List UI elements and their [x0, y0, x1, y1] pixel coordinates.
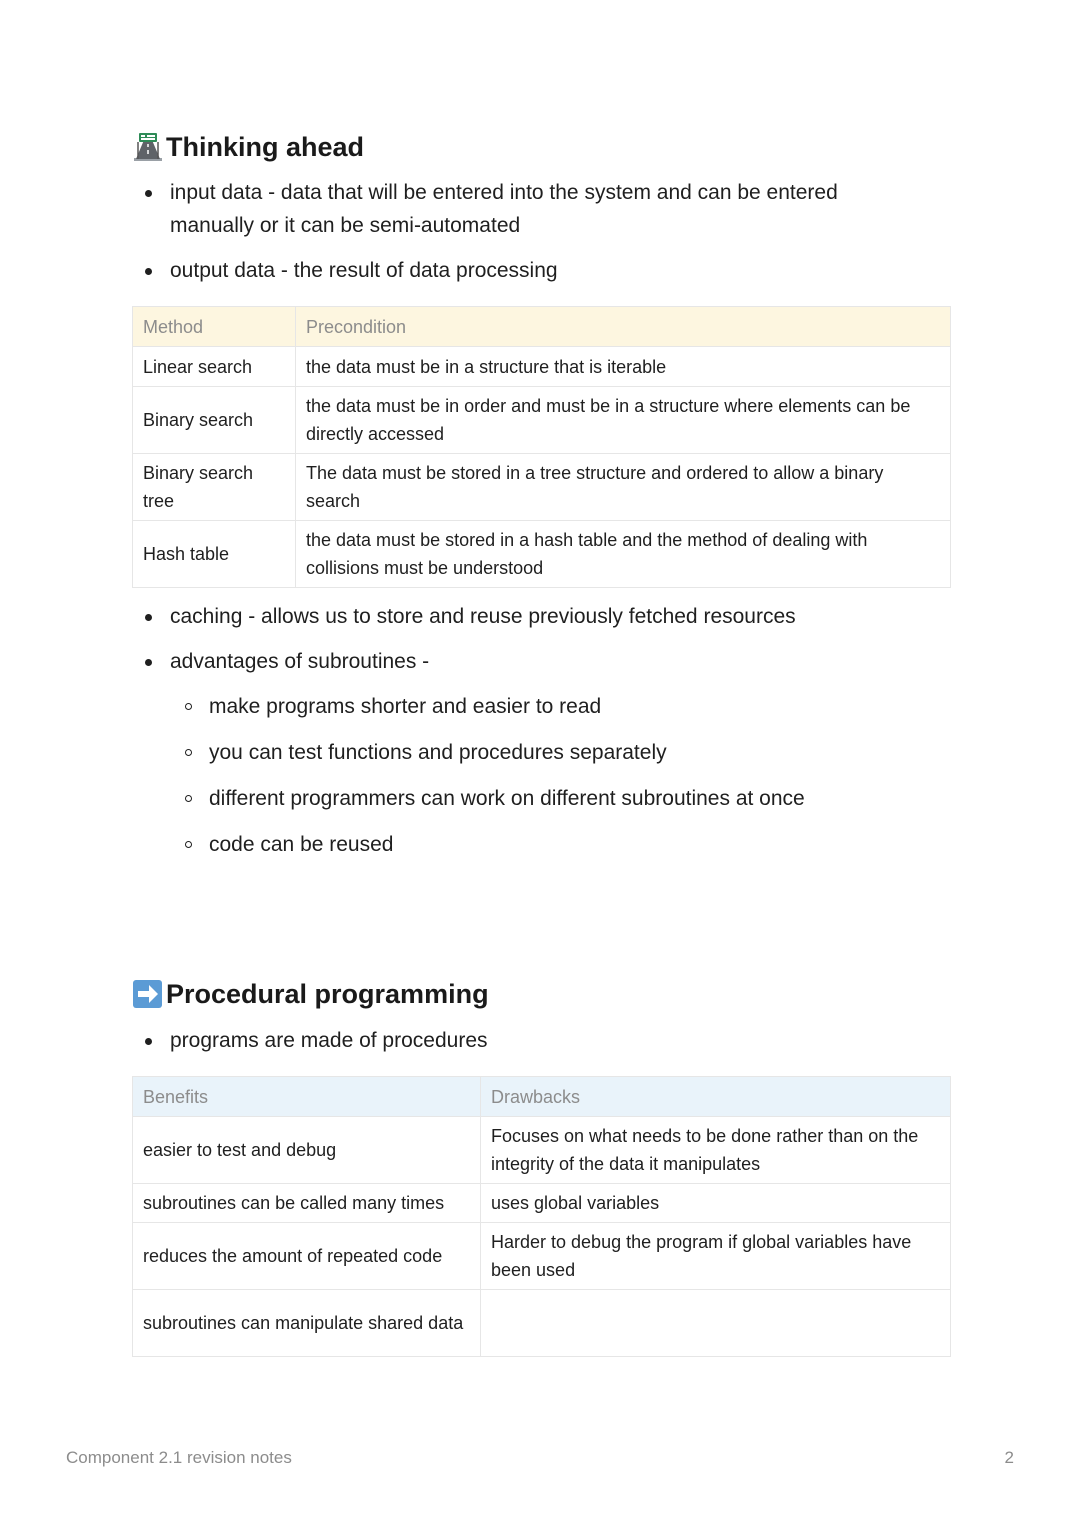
- drawback-cell: Harder to debug the program if global variables have been used: [481, 1223, 951, 1290]
- method-precondition-table: [132, 306, 951, 588]
- table-row: [133, 1117, 951, 1184]
- precondition-cell: the data must be stored in a hash table and the method of dealing with collisions must be understood: [296, 521, 951, 588]
- table-header-row: [133, 1077, 951, 1117]
- thinking-bullets-2: [132, 600, 950, 861]
- table-row: [133, 454, 951, 521]
- thinking-ahead-title: Thinking ahead: [166, 132, 365, 162]
- bullet-input-data: input data - data that will be entered into the system and can be entered manually or it can be semi-automated: [132, 176, 950, 242]
- method-cell: Linear search: [133, 347, 296, 387]
- benefit-cell: reduces the amount of repeated code: [133, 1223, 481, 1290]
- thinking-bullets: [132, 176, 950, 287]
- precondition-cell: The data must be stored in a tree structure and ordered to allow a binary search: [296, 454, 951, 521]
- benefit-cell: easier to test and debug: [133, 1117, 481, 1184]
- header-precondition: Precondition: [296, 307, 951, 347]
- header-benefits: Benefits: [133, 1077, 481, 1117]
- sub-bullet: different programmers can work on different subroutines at once: [132, 782, 950, 815]
- benefits-table-wrapper: [132, 1076, 950, 1357]
- drawback-cell: [481, 1290, 951, 1357]
- precondition-cell: the data must be in a structure that is iterable: [296, 347, 951, 387]
- road-sign-icon: [132, 132, 164, 162]
- table-row: [133, 1290, 951, 1357]
- method-cell: Binary search: [133, 387, 296, 454]
- procedural-section: [132, 978, 950, 1010]
- sub-bullet: make programs shorter and easier to read: [132, 690, 950, 723]
- header-method: Method: [133, 307, 296, 347]
- benefits-drawbacks-table: [132, 1076, 951, 1357]
- sub-bullet: you can test functions and procedures separately: [132, 736, 950, 769]
- table-header-row: [133, 307, 951, 347]
- table-row: [133, 387, 951, 454]
- table-row: [133, 347, 951, 387]
- thinking-ahead-section: [132, 131, 950, 163]
- precondition-cell: the data must be in order and must be in a structure where elements can be directly accessed: [296, 387, 951, 454]
- method-cell: Binary search tree: [133, 454, 296, 521]
- bullet-caching: caching - allows us to store and reuse previously fetched resources: [132, 600, 950, 633]
- method-table-wrapper: [132, 306, 950, 588]
- table-row: [133, 521, 951, 588]
- drawback-cell: uses global variables: [481, 1184, 951, 1223]
- benefit-cell: subroutines can manipulate shared data: [133, 1290, 481, 1357]
- benefit-cell: subroutines can be called many times: [133, 1184, 481, 1223]
- table-row: [133, 1184, 951, 1223]
- procedural-title: Procedural programming: [166, 979, 489, 1009]
- drawback-cell: Focuses on what needs to be done rather than on the integrity of the data it manipulates: [481, 1117, 951, 1184]
- procedural-bullets: [132, 1024, 950, 1057]
- footer-title: Component 2.1 revision notes: [66, 1448, 292, 1467]
- header-drawbacks: Drawbacks: [481, 1077, 951, 1117]
- table-row: [133, 1223, 951, 1290]
- sub-bullet: code can be reused: [132, 828, 950, 861]
- page-number: 2: [1004, 1448, 1014, 1467]
- bullet-advantages-subroutines: advantages of subroutines -: [132, 645, 950, 678]
- right-arrow-icon: [132, 979, 164, 1009]
- thinking-ahead-heading: [132, 131, 950, 163]
- bullet-programs-procedures: programs are made of procedures: [132, 1024, 950, 1057]
- procedural-heading: [132, 978, 950, 1010]
- bullet-output-data: output data - the result of data processing: [132, 254, 950, 287]
- method-cell: Hash table: [133, 521, 296, 588]
